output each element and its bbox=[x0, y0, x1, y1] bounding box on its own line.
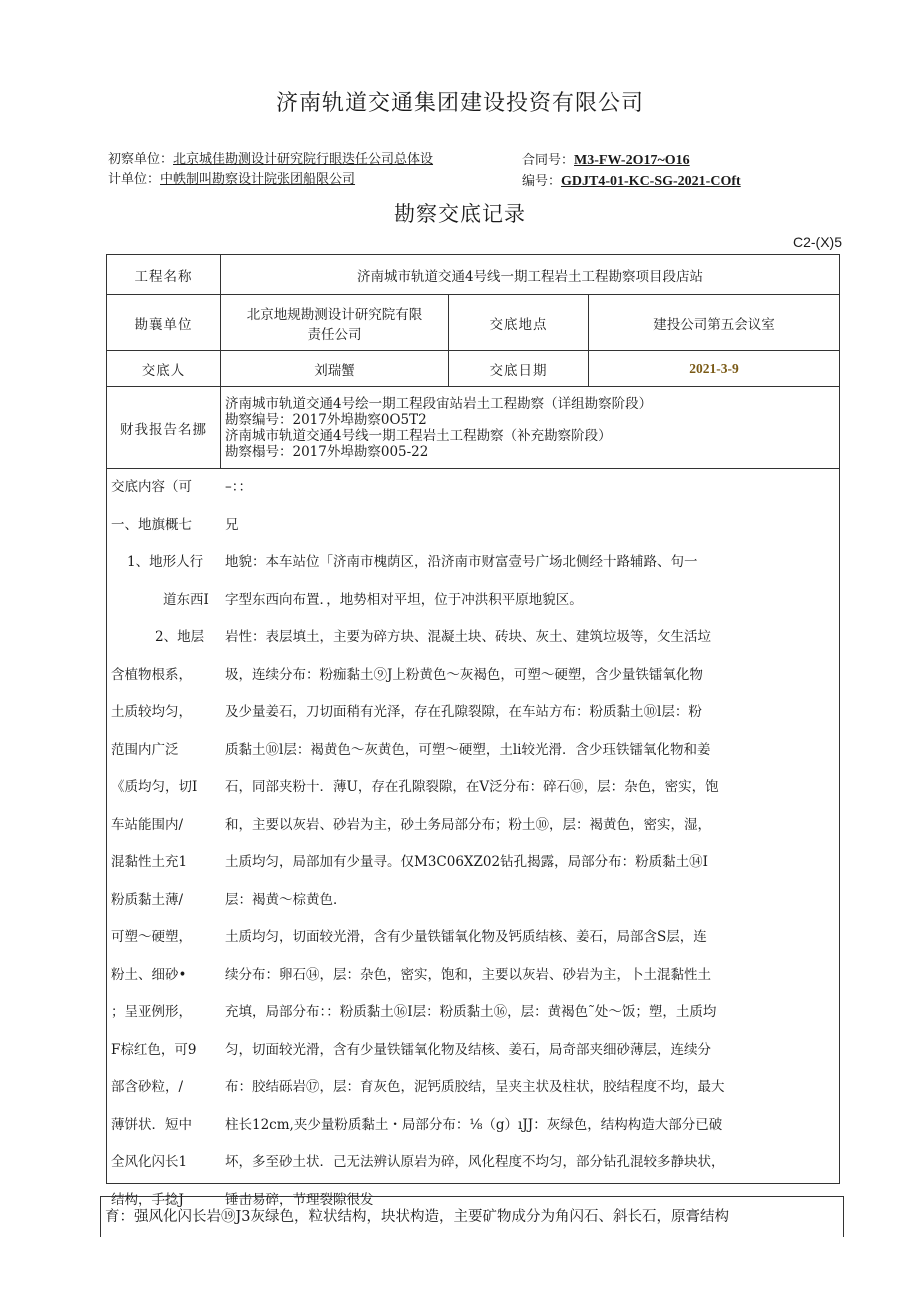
survey-unit-value-line2: 责任公司 bbox=[307, 326, 362, 343]
survey-unit-line bbox=[108, 148, 433, 167]
right-line: 续分布：卵石⑭，层：杂色，密实，饱和，主要以灰岩、砂岩为主，卜土混黏性土 bbox=[225, 966, 711, 983]
right-line: 兄 bbox=[225, 516, 239, 533]
left-line: 粉质黏土薄/ bbox=[111, 891, 184, 908]
right-line: 充填，局部分布：：粉质黏土⑯I层：粉质黏土⑯，层：黄褐色˜处～饭；塑，土质均 bbox=[225, 1004, 717, 1020]
survey-unit-row bbox=[107, 295, 840, 351]
contract-value: M3-FW-2O17~O16 bbox=[574, 153, 690, 168]
left-line: 含植物根系， bbox=[111, 666, 192, 683]
form-code: C2-(X)5 bbox=[792, 234, 842, 250]
right-line: 柱长12cm,夹少量粉质黏土・局部分布：⅛（g）ıJJ：灰绿色，结构构造大部分已破 bbox=[225, 1116, 723, 1133]
right-line: 和，主要以灰岩、砂岩为主，砂土务局部分布；粉土⑩，层：褐黄色，密实，湿， bbox=[225, 816, 711, 833]
right-line: 及少量姜石，刀切面稍有光泽，存在孔隙裂隙，在车站方布：粉质黏土⑩l层：粉 bbox=[225, 704, 702, 720]
report-value bbox=[221, 387, 840, 469]
survey-unit-value-line1: 北京地规勘测设计研究院有限 bbox=[246, 306, 423, 323]
report-line: 勘察编号：2017外埠勘察0O5T2 bbox=[225, 411, 427, 428]
person-label: 交底人 bbox=[107, 351, 221, 387]
date-value: 2021-3-9 bbox=[589, 351, 840, 387]
survey-unit-value: 北京城佳勘测设计研究院行眼迭任公司总体设 bbox=[173, 152, 434, 167]
contract-line bbox=[522, 149, 690, 169]
right-line: 匀，切面较光滑，含有少量铁镭氧化物及结核、姜石，局奇部夹细砂薄层，连续分 bbox=[225, 1041, 711, 1058]
right-line: 坏，多至砂土状．己无法辨认原岩为碎，风化程度不均匀，部分钻孔混较多静块状， bbox=[225, 1154, 725, 1170]
left-line: 混黏性土充1 bbox=[111, 854, 188, 870]
content-left-column bbox=[107, 469, 221, 1219]
project-name-value: 济南城市轨道交通4号线一期工程岩土工程勘察项目段店站 bbox=[221, 255, 840, 295]
record-table bbox=[106, 254, 840, 1208]
left-line: 粉土、细砂• bbox=[111, 966, 187, 983]
company-name: 济南轨道交通集团建设投资有限公司 bbox=[275, 91, 644, 116]
left-line: 薄饼状．短中 bbox=[111, 1116, 192, 1133]
left-line: 结构，手捻J bbox=[111, 1191, 184, 1208]
report-line: 勘察榻号：2017外埠勘察005-22 bbox=[225, 443, 429, 460]
right-line: 层：褐黄～棕黄色． bbox=[225, 891, 347, 908]
number-label: 编号： bbox=[522, 174, 562, 189]
right-line: 字型东西向布置．，地势相对平坦，位于冲洪积平原地貌区。 bbox=[225, 591, 583, 608]
design-unit-value: 中帙制叫勘察设计院张团船限公司 bbox=[160, 172, 356, 187]
content-right-column bbox=[225, 469, 825, 1219]
place-value: 建投公司第五会议室 bbox=[589, 295, 840, 351]
left-line: 全风化闪长1 bbox=[111, 1154, 188, 1170]
design-unit-line bbox=[108, 168, 355, 187]
report-row bbox=[107, 387, 840, 469]
right-line: 土质均匀，切面较光滑，含有少量铁镭氧化物及钙质结核、姜石，局部含S层，连 bbox=[225, 929, 707, 945]
person-row bbox=[107, 351, 840, 387]
left-line: 土质较均匀， bbox=[111, 704, 192, 720]
right-line: –：： bbox=[225, 479, 252, 495]
right-line: 布：胶结砾岩⑰，层：育灰色，泥钙质胶结，呈夹主状及柱状，胶结程度不均，最大 bbox=[225, 1079, 725, 1095]
right-line: 质黏土⑩l层：褐黄色～灰黄色，可塑～硬塑，土li较光滑．含少珏铁镭氧化物和姜 bbox=[225, 741, 711, 758]
report-line: 济南城市轨道交通4号绘一期工程段宙站岩土工程勘察（详组勘察阶段） bbox=[225, 395, 653, 412]
design-unit-label: 计单位： bbox=[108, 172, 161, 187]
left-line: 道东西I bbox=[163, 591, 209, 608]
content-row bbox=[107, 469, 840, 1184]
number-value: GDJT4-01-KC-SG-2021-COft bbox=[561, 174, 741, 189]
right-line: 圾，连续分布：粉痂黏土⑨J上粉黄色～灰褐色，可塑～硬塑，含少量铁镭氧化物 bbox=[225, 666, 703, 683]
left-line: ；呈亚例形， bbox=[111, 1004, 192, 1020]
table-survey-unit-label: 勘襄单位 bbox=[107, 295, 221, 351]
content-cell bbox=[107, 469, 840, 1208]
right-line: 地貌：本车站位「济南市槐荫区，沿济南市财富壹号广场北侧经十路辅路、句一 bbox=[225, 554, 698, 570]
left-line: 一、地旗概七 bbox=[111, 516, 192, 533]
left-line: 范围内广泛 bbox=[111, 741, 179, 758]
project-row bbox=[107, 255, 840, 295]
left-line: 部含砂粒，/ bbox=[111, 1079, 184, 1095]
left-line: 1、地形人行 bbox=[127, 554, 204, 570]
place-label: 交底地点 bbox=[449, 295, 589, 351]
left-line: 《质均匀，切I bbox=[111, 779, 198, 795]
date-label: 交底日期 bbox=[449, 351, 589, 387]
project-name-label: 工程名称 bbox=[107, 255, 221, 295]
survey-unit-label: 初察单位： bbox=[108, 152, 174, 167]
left-line: 交底内容（可 bbox=[111, 479, 192, 495]
overflow-content-line: 育：强风化闪长岩⑲J3灰绿色，粒状结构，块状构造，主要矿物成分为角闪石、斜长石，原膏结构 bbox=[100, 1196, 844, 1237]
left-line: 车站能围内/ bbox=[111, 816, 184, 833]
right-line: 锤击易碎，节理裂隙很发 bbox=[225, 1191, 374, 1208]
contract-label: 合同号： bbox=[522, 153, 575, 168]
number-line bbox=[522, 170, 741, 190]
left-line: 2、地层 bbox=[155, 629, 205, 645]
right-line: 石，同部夹粉十．薄U，存在孔隙裂隙，在V泛分布：碎石⑩，层：杂色，密实，饱 bbox=[225, 779, 719, 795]
left-line: F棕红色，可9 bbox=[111, 1041, 197, 1058]
document-title: 勘察交底记录 bbox=[394, 202, 526, 226]
right-line: 岩性：表层填土，主要为碎方块、混凝土块、砖块、灰土、建筑垃圾等，攵生活垃 bbox=[225, 629, 711, 645]
person-value: 刘瑞蟹 bbox=[221, 351, 449, 387]
left-line: 可塑～硬塑， bbox=[111, 929, 192, 945]
report-label: 财我报告名挪 bbox=[107, 387, 221, 469]
report-line: 济南城市轨道交通4号线一期工程岩土工程勘察（补充勘察阶段） bbox=[225, 427, 612, 444]
right-line: 土质均匀，局部加有少量寻。仅M3C06XZ02钻孔揭露，局部分布：粉质黏土⑭I bbox=[225, 854, 708, 870]
table-survey-unit-value bbox=[221, 295, 449, 351]
